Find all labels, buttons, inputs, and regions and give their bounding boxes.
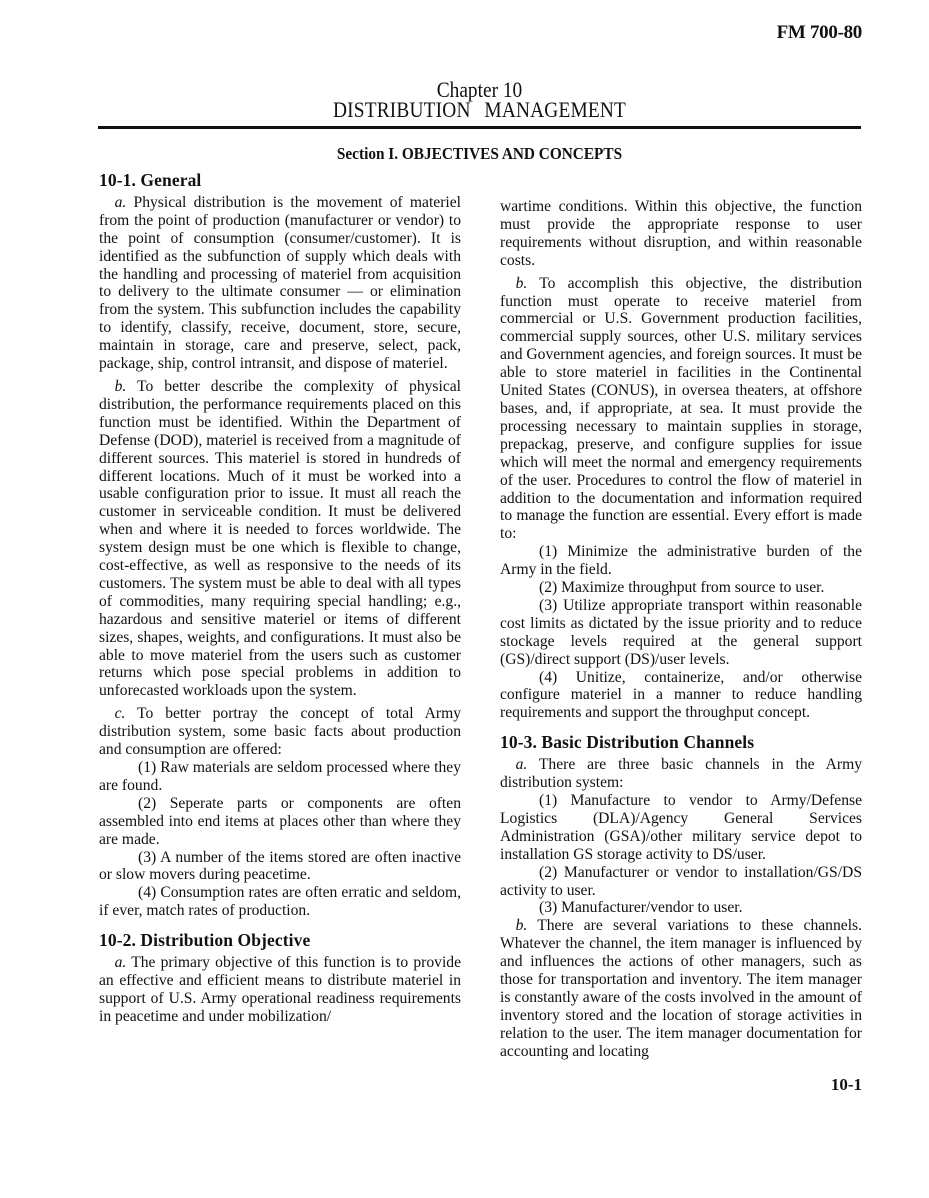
paragraph-text: To better portray the concept of total Army distribution system, some basic facts about production and consumption are offered: — [99, 705, 461, 759]
paragraph-10-1-a — [99, 194, 461, 373]
paragraph-label: a. — [515, 756, 528, 774]
section-title: Section I. OBJECTIVES AND CONCEPTS — [336, 144, 623, 163]
list-item: (3) A number of the items stored are often inactive or slow movers during peacetime. — [99, 848, 461, 884]
paragraph-label: b. — [515, 917, 528, 935]
paragraph-label: c. — [114, 705, 126, 723]
heading-10-3: 10-3. Basic Distribution Channels — [500, 732, 755, 753]
chapter-number: Chapter 10 — [436, 77, 523, 102]
list-item: (4) Unitize, containerize, and/or otherwise configure materiel in a manner to reduce handling requirements and support the throughput concept. — [500, 668, 862, 722]
heading-10-2: 10-2. Distribution Objective — [99, 930, 311, 951]
right-column — [500, 198, 862, 1061]
paragraph-10-3-b — [500, 917, 862, 1060]
left-column — [99, 172, 461, 1026]
list-item: (2) Manufacturer or vendor to installation/GS/DS activity to user. — [500, 863, 862, 899]
paragraph-label: a. — [114, 954, 127, 972]
list-item: (3) Utilize appropriate transport within reasonable cost limits as dictated by the issue priority and to reduce stockage levels required at the general support (GS)/direct support (DS)/user levels. — [500, 596, 862, 668]
paragraph-text: There are several variations to these channels. Whatever the channel, the item manager is influenced by and influences the actions of other managers, such as those for transportation and inventory. The item manager is constantly aware of the costs involved in the amount of inventory stored and the location of storage activities in relation to the user. The item manager documentation for accounting and locating — [500, 917, 862, 1060]
chapter-heading — [144, 77, 815, 122]
page-number: 10-1 — [830, 1075, 862, 1094]
paragraph-10-3-a — [500, 756, 862, 792]
paragraph-10-2-b — [500, 275, 862, 544]
document-id: FM 700-80 — [776, 22, 862, 43]
list-item: (2) Seperate parts or components are often assembled into end items at places other than where they are made. — [99, 794, 461, 848]
paragraph-10-2-a — [99, 954, 461, 1026]
paragraph-text: Physical distribution is the movement of materiel from the point of production (manufacturer or vendor) to the point of consumption (consumer/customer). It is identified as the subfunction of supply which deals with the handling and processing of materiel from acquisition to delivery to the ultimate consumer — or elimination from the system. This subfunction includes the capability to identify, classify, receive, document, store, secure, maintain in storage, care and preserve, select, pack, package, ship, control intransit, and dispose of materiel. — [99, 193, 461, 373]
paragraph-text: To better describe the complexity of physical distribution, the performance requirements placed on this function must be identified. Within the Department of Defense (DOD), materiel is received from a magnitude of different sources. This materiel is stored in hundreds of different locations. Much of it must be worked into a usable configuration prior to issue. It must all reach the customer in serviceable condition. It must be delivered when and where it is needed to forces worldwide. The system design must be one which is flexible to change, cost-effective, as well as responsive to the needs of its customers. The system must be able to deal with all types of commodities, many requiring special handling; e.g., hazardous and sensitive materiel or items of different sizes, shapes, weights, and configurations. It must also be able to move materiel from the users such as customer returns which pose special problems in addition to unforecasted workloads upon the system. — [99, 377, 461, 700]
chapter-divider — [98, 126, 861, 129]
paragraph-10-1-c — [99, 705, 461, 759]
list-item: (1) Manufacture to vendor to Army/Defense Logistics (DLA)/Agency General Services Administration (GSA)/other military service depot to installation GS storage activity to DS/user. — [500, 792, 862, 863]
list-item: (4) Consumption rates are often erratic and seldom, if ever, match rates of production. — [99, 884, 461, 920]
paragraph-text: To accomplish this objective, the distribution function must operate to receive materiel from commercial or U.S. Government production facilities, commercial supply sources, other U.S. military services and Government agencies, and foreign sources. It must be able to store materiel in facilities in the Continental United States (CONUS), in oversea theaters, at offshore bases, and, if appropriate, at sea. It must provide the processing necessary to maintain supplies in storage, prepackag, preserve, and configure supplies for issue which will meet the normal and emergency requirements of the user. Procedures to control the flow of materiel in addition to the documentation and information required to manage the function are essential. Every effort is made to: — [500, 274, 863, 543]
list-item: (1) Minimize the administrative burden of the Army in the field. — [500, 543, 862, 579]
paragraph-label: a. — [114, 193, 127, 211]
paragraph-10-1-b — [99, 378, 461, 700]
paragraph-label: b. — [515, 274, 528, 292]
heading-10-1: 10-1. General — [99, 170, 202, 190]
paragraph-label: b. — [114, 377, 127, 395]
list-item: (2) Maximize throughput from source to user. — [539, 579, 825, 597]
paragraph-10-2-a-continued: wartime conditions. Within this objective, the function must provide the appropriate response to user requirements without disruption, and within reasonable costs. — [500, 198, 862, 269]
list-item: (1) Raw materials are seldom processed where they are found. — [99, 759, 461, 794]
list-item: (3) Manufacturer/vendor to user. — [539, 899, 743, 917]
chapter-title: DISTRIBUTION MANAGEMENT — [332, 97, 627, 122]
paragraph-text: There are three basic channels in the Army distribution system: — [500, 756, 862, 792]
paragraph-text: The primary objective of this function is to provide an effective and efficient means to distribute materiel in support of U.S. Army operational readiness requirements in peacetime and under mobilization/ — [99, 954, 461, 1025]
